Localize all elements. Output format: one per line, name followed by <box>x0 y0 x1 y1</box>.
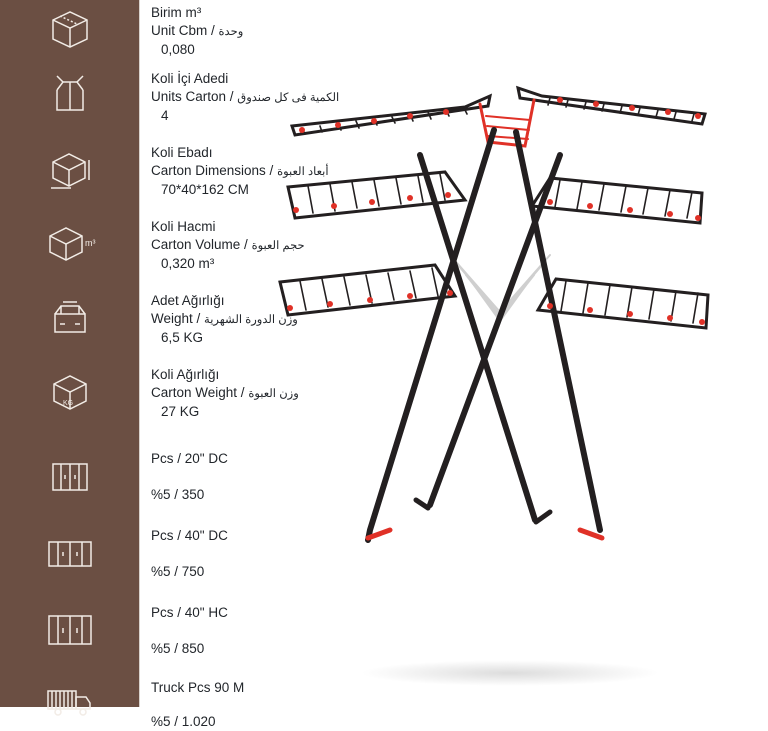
spec-row-carton-weight <box>0 366 340 440</box>
unit-weight-icon <box>0 292 139 340</box>
label-tr: Koli Hacmi <box>151 219 216 234</box>
carton-dimensions-icon <box>0 144 139 192</box>
spec-row-truck <box>0 671 340 731</box>
spec-row-unit-weight <box>0 292 340 366</box>
spec-text-carton-dimensions <box>139 144 340 199</box>
label-ar: وحدة <box>218 26 244 39</box>
spec-row-20dc <box>0 440 340 517</box>
value: 0,320 m³ <box>161 255 215 271</box>
spec-row-carton-volume <box>0 218 340 292</box>
carton-weight-icon <box>0 366 139 414</box>
label-en-row <box>151 88 340 107</box>
open-box-icon <box>0 70 139 118</box>
label-en: Carton Dimensions / <box>151 163 274 179</box>
label-ar: وزن الدورة الشهرية <box>204 314 298 327</box>
value: %5 / 350 <box>151 487 205 503</box>
value: 6,5 KG <box>161 329 204 345</box>
label-ar: وزن العبوة <box>248 388 299 401</box>
label-tr: Birim m³ <box>151 5 202 20</box>
label-en-row <box>151 310 340 329</box>
label-en: Pcs / 20" DC <box>151 451 228 466</box>
container-40hc-icon <box>0 604 139 654</box>
container-20dc-icon <box>0 450 139 498</box>
label-en: Carton Weight / <box>151 385 245 401</box>
label-en: Carton Volume / <box>151 237 248 253</box>
svg-text:m³: m³ <box>84 238 95 248</box>
value: %5 / 750 <box>151 564 205 580</box>
value: 70*40*162 CM <box>161 181 249 197</box>
spec-row-40dc <box>0 517 340 594</box>
label-tr: Koli Ağırlığı <box>151 367 220 382</box>
spec-list <box>0 0 340 731</box>
spec-text-truck <box>139 679 340 731</box>
value: 27 KG <box>161 403 200 419</box>
label-en-row <box>151 162 340 181</box>
carton-cbm-icon <box>0 4 139 52</box>
label-tr: Koli Ebadı <box>151 145 213 160</box>
label-en: Unit Cbm / <box>151 23 215 39</box>
label-en-row <box>151 384 340 403</box>
value: 0,080 <box>161 41 195 57</box>
value: 4 <box>161 107 169 123</box>
spec-row-carton-dimensions <box>0 144 340 218</box>
value: %5 / 1.020 <box>151 714 216 730</box>
spec-row-units-carton <box>0 70 340 144</box>
container-40dc-icon <box>0 527 139 575</box>
spec-text-carton-weight <box>139 366 340 421</box>
product-shadow <box>360 660 660 686</box>
label-en: Units Carton / <box>151 89 234 105</box>
svg-text:KG: KG <box>62 400 73 407</box>
spec-text-unit-cbm <box>139 4 340 59</box>
spec-text-carton-volume <box>139 218 340 273</box>
label-en: Pcs / 40" HC <box>151 605 228 620</box>
carton-volume-icon <box>0 218 139 266</box>
label-en-row <box>151 22 340 41</box>
value: %5 / 850 <box>151 641 205 657</box>
label-en: Weight / <box>151 311 201 327</box>
spec-row-unit-cbm <box>0 0 340 70</box>
spec-text-20dc <box>139 450 340 504</box>
label-tr: Koli İçi Adedi <box>151 71 229 86</box>
truck-icon <box>0 679 139 721</box>
label-en-row <box>151 236 340 255</box>
spec-text-40hc <box>139 604 340 658</box>
label-ar: حجم العبوة <box>251 240 305 253</box>
spec-text-40dc <box>139 527 340 581</box>
label-ar: الكمية فى كل صندوق <box>237 92 340 105</box>
label-tr: Adet Ağırlığı <box>151 293 225 308</box>
label-en: Pcs / 40" DC <box>151 528 228 543</box>
spec-text-unit-weight <box>139 292 340 347</box>
spec-text-units-carton <box>139 70 340 125</box>
label-ar: أبعاد العبوة <box>277 166 329 179</box>
label-en: Truck Pcs 90 M <box>151 680 245 695</box>
spec-row-40hc <box>0 594 340 671</box>
